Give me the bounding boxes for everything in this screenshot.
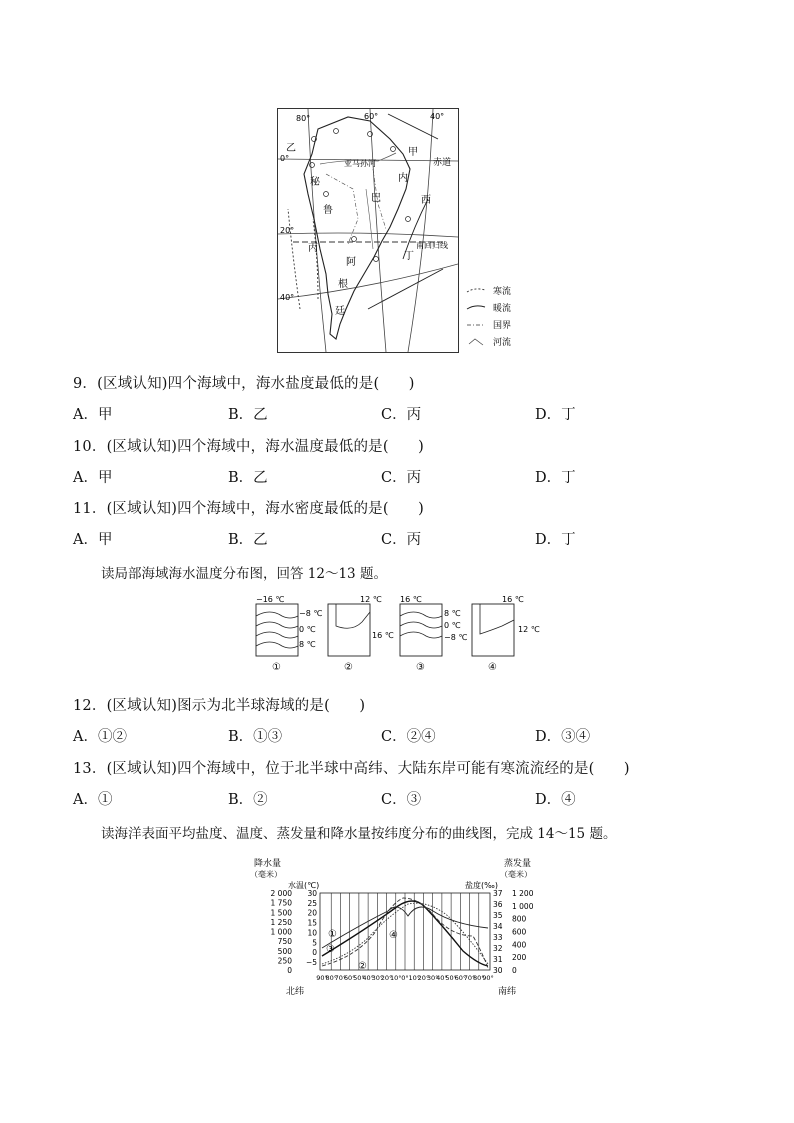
x-tick: 80° <box>473 974 485 982</box>
x-tick: 40° <box>436 974 448 982</box>
evap-unit: （毫米） <box>500 870 532 879</box>
lat-20 <box>278 233 458 237</box>
sea-bing: 丙 <box>308 243 318 254</box>
salinity-tick: 33 <box>493 933 503 942</box>
evap-tick: 600 <box>512 927 527 937</box>
sea-ding: 丁 <box>404 251 414 262</box>
x-tick: 60° <box>343 974 356 982</box>
meridian-80 <box>308 109 326 352</box>
salinity-tick: 30 <box>493 966 503 975</box>
x-tick: 20° <box>380 974 393 982</box>
lat-20-label: 20° <box>280 226 295 235</box>
river-label: 亚马孙河 <box>344 159 376 168</box>
iso3-label-2: 8 ℃ <box>444 609 461 618</box>
country-char-1: 巴 <box>371 193 381 204</box>
legend-warm: 暖流 <box>493 304 512 314</box>
x-tick: 60° <box>454 974 467 982</box>
x-tick: 10° <box>390 974 402 982</box>
q10-option-d[interactable]: D．丁 <box>535 470 576 486</box>
vertical-gridlines <box>331 893 479 970</box>
south-label: 南纬 <box>498 987 517 997</box>
q11-option-d[interactable]: D．丁 <box>535 532 576 548</box>
temp-tick: 0 <box>312 948 317 958</box>
q9-option-a[interactable]: A．甲 <box>73 407 113 423</box>
map-svg <box>278 109 458 352</box>
x-tick: 50° <box>445 974 457 982</box>
curve-label-4: ④ <box>389 930 398 941</box>
q10-option-a[interactable]: A．甲 <box>73 470 113 486</box>
q13-option-b[interactable]: B．② <box>228 792 268 808</box>
temp-tick: 10 <box>307 928 317 938</box>
country-char-5: 鲁 <box>323 205 333 216</box>
isotherm-svg <box>252 594 544 676</box>
question-number: 9． <box>73 376 98 392</box>
salinity-tick: 32 <box>493 944 503 953</box>
evap-ticks <box>512 889 534 975</box>
x-tick: 70° <box>334 974 347 982</box>
salinity-tick: 35 <box>493 911 503 920</box>
salinity-tick: 37 <box>493 889 503 898</box>
precip-tick: 1 250 <box>270 917 292 927</box>
q13-option-d[interactable]: D．④ <box>535 792 576 808</box>
q13-option-a[interactable]: A．① <box>73 792 113 808</box>
lon-60-label: 60° <box>364 112 379 121</box>
country-char-6: 阿 <box>346 257 356 268</box>
latitude-chart-svg <box>248 856 548 998</box>
lon-40-label: 40° <box>430 112 445 121</box>
evap-tick: 800 <box>512 914 527 924</box>
sea-yi: 乙 <box>286 143 296 154</box>
question-stem: (区域认知)四个海域中，海水密度最低的是( ) <box>106 501 424 517</box>
question-number: 12． <box>73 698 107 714</box>
x-tick: 0° <box>401 974 409 982</box>
iso1-label-2: −8 ℃ <box>299 609 323 618</box>
equator-label: 赤道 <box>433 158 452 168</box>
temp-tick: 30 <box>307 889 317 898</box>
evap-tick: 200 <box>512 953 527 963</box>
q12-option-a[interactable]: A．①② <box>73 729 127 745</box>
iso4-id: ④ <box>488 662 497 673</box>
evap-title: 蒸发量 <box>504 859 532 869</box>
x-ticks <box>316 974 494 982</box>
curve-label-2: ② <box>358 961 367 972</box>
lon-80-label: 80° <box>296 114 311 123</box>
precip-title: 降水量 <box>254 859 282 869</box>
legend-cold: 寒流 <box>493 287 512 297</box>
x-tick: 20° <box>417 974 430 982</box>
question-11 <box>73 497 424 518</box>
iso3-label-1: 16 ℃ <box>400 595 422 604</box>
q11-option-a[interactable]: A．甲 <box>73 532 113 548</box>
question-13 <box>73 757 630 778</box>
lat-40-label: 40° <box>280 293 295 302</box>
graticule <box>278 109 458 352</box>
iso3-label-3: 0 ℃ <box>444 621 461 630</box>
question-number: 13． <box>73 761 107 777</box>
curve-label-3: ③ <box>326 944 335 955</box>
precip-ticks <box>271 889 293 975</box>
temp-tick: 15 <box>307 918 317 928</box>
precip-tick: 2 000 <box>270 889 292 898</box>
question-stem: (区域认知)四个海域中，海水盐度最低的是( ) <box>97 376 415 392</box>
question-12 <box>73 694 365 715</box>
x-tick: 80° <box>325 974 337 982</box>
x-tick: 40° <box>362 974 374 982</box>
evap-tick: 1 000 <box>512 901 534 911</box>
question-stem: (区域认知)四个海域中，海水温度最低的是( ) <box>106 439 424 455</box>
temp-ticks <box>306 889 317 967</box>
precip-tick: 1 500 <box>270 908 292 918</box>
iso1-label-3: 0 ℃ <box>299 625 316 634</box>
map-legend <box>465 282 555 350</box>
iso4-label-1: 16 ℃ <box>502 595 524 604</box>
precip-tick: 750 <box>277 937 292 947</box>
evap-tick: 400 <box>512 940 527 950</box>
question-10 <box>73 435 424 456</box>
legend-river: 河流 <box>493 338 512 348</box>
temp-tick: 25 <box>307 898 317 908</box>
x-tick: 50° <box>353 974 365 982</box>
south-america-map <box>277 108 459 353</box>
iso2-label-2: 16 ℃ <box>372 631 394 640</box>
question-number: 11． <box>73 501 107 517</box>
iso2-label-1: 12 ℃ <box>360 595 382 604</box>
iso3-label-4: −8 ℃ <box>444 633 468 642</box>
precip-unit: （毫米） <box>250 870 282 879</box>
country-char-2: 西 <box>421 195 431 206</box>
continent-outline <box>304 117 410 339</box>
precip-tick: 1 000 <box>270 927 292 937</box>
x-tick: 70° <box>463 974 476 982</box>
tropic-label: 南回归线 <box>416 241 448 250</box>
country-char-3: 内 <box>398 173 408 184</box>
latitude-chart <box>248 856 548 998</box>
curve-label-1: ① <box>328 929 337 940</box>
question-stem: (区域认知)图示为北半球海域的是( ) <box>106 698 366 714</box>
salinity-tick: 36 <box>493 900 503 909</box>
q11-option-c[interactable]: C．丙 <box>381 532 422 548</box>
iso1-label-1: −16 ℃ <box>256 595 285 604</box>
sea-jia: 甲 <box>408 147 418 158</box>
meridian-60 <box>370 109 386 352</box>
x-tick: 90° <box>316 974 328 982</box>
precip-tick: 500 <box>277 946 292 956</box>
country-char-7: 根 <box>338 279 348 290</box>
q9-option-c[interactable]: C．丙 <box>381 407 422 423</box>
legend-border: 国界 <box>493 321 512 331</box>
temp-tick: 20 <box>307 908 317 918</box>
iso2-id: ② <box>344 662 353 673</box>
question-stem: (区域认知)四个海域中，位于北半球中高纬、大陆东岸可能有寒流流经的是( ) <box>106 761 630 777</box>
x-tick: 30° <box>371 974 384 982</box>
iso4-label-2: 12 ℃ <box>518 625 540 634</box>
evap-tick: 0 <box>512 966 517 975</box>
x-tick: 10° <box>408 974 420 982</box>
evap-tick: 1 200 <box>512 889 534 898</box>
q12-option-c[interactable]: C．②④ <box>381 729 436 745</box>
q13-option-c[interactable]: C．③ <box>381 792 422 808</box>
q9-option-b[interactable]: B．乙 <box>228 407 268 423</box>
iso1-id: ① <box>272 662 281 673</box>
x-tick: 90° <box>482 974 494 982</box>
x-tick: 30° <box>426 974 439 982</box>
question-number: 10． <box>73 439 107 455</box>
country-char-8: 廷 <box>335 306 345 317</box>
salinity-tick: 34 <box>493 922 503 931</box>
q10-option-c[interactable]: C．丙 <box>381 470 422 486</box>
question-9 <box>73 372 415 393</box>
precip-tick: 0 <box>287 966 292 975</box>
iso1-label-4: 8 ℃ <box>299 640 316 649</box>
meridian-40 <box>408 109 433 352</box>
precip-tick: 1 750 <box>270 898 292 908</box>
salinity-tick: 31 <box>493 955 503 964</box>
q9-option-d[interactable]: D．丁 <box>535 407 576 423</box>
precip-tick: 250 <box>277 956 292 966</box>
isotherm-figure <box>252 594 544 676</box>
q12-option-b[interactable]: B．①③ <box>228 729 283 745</box>
intro-12-13: 读局部海域海水温度分布图，回答 12～13 题。 <box>101 566 387 582</box>
intro-14-15: 读海洋表面平均盐度、温度、蒸发量和降水量按纬度分布的曲线图，完成 14～15 题。 <box>101 826 617 842</box>
lat-0-label: 0° <box>280 154 290 163</box>
legend-svg <box>465 282 555 350</box>
salinity-ticks <box>493 889 503 975</box>
temp-tick: 5 <box>312 938 317 948</box>
country-char-4: 秘 <box>310 177 320 188</box>
north-label: 北纬 <box>286 987 305 997</box>
salinity-title: 盐度(‰) <box>465 881 498 890</box>
iso3-id: ③ <box>416 662 425 673</box>
temp-tick: −5 <box>305 958 317 967</box>
current-3 <box>368 269 443 309</box>
q11-option-b[interactable]: B．乙 <box>228 532 268 548</box>
lat-40 <box>278 264 458 299</box>
q10-option-b[interactable]: B．乙 <box>228 470 268 486</box>
q12-option-d[interactable]: D．③④ <box>535 729 591 745</box>
temp-title: 水温(℃) <box>288 881 320 890</box>
